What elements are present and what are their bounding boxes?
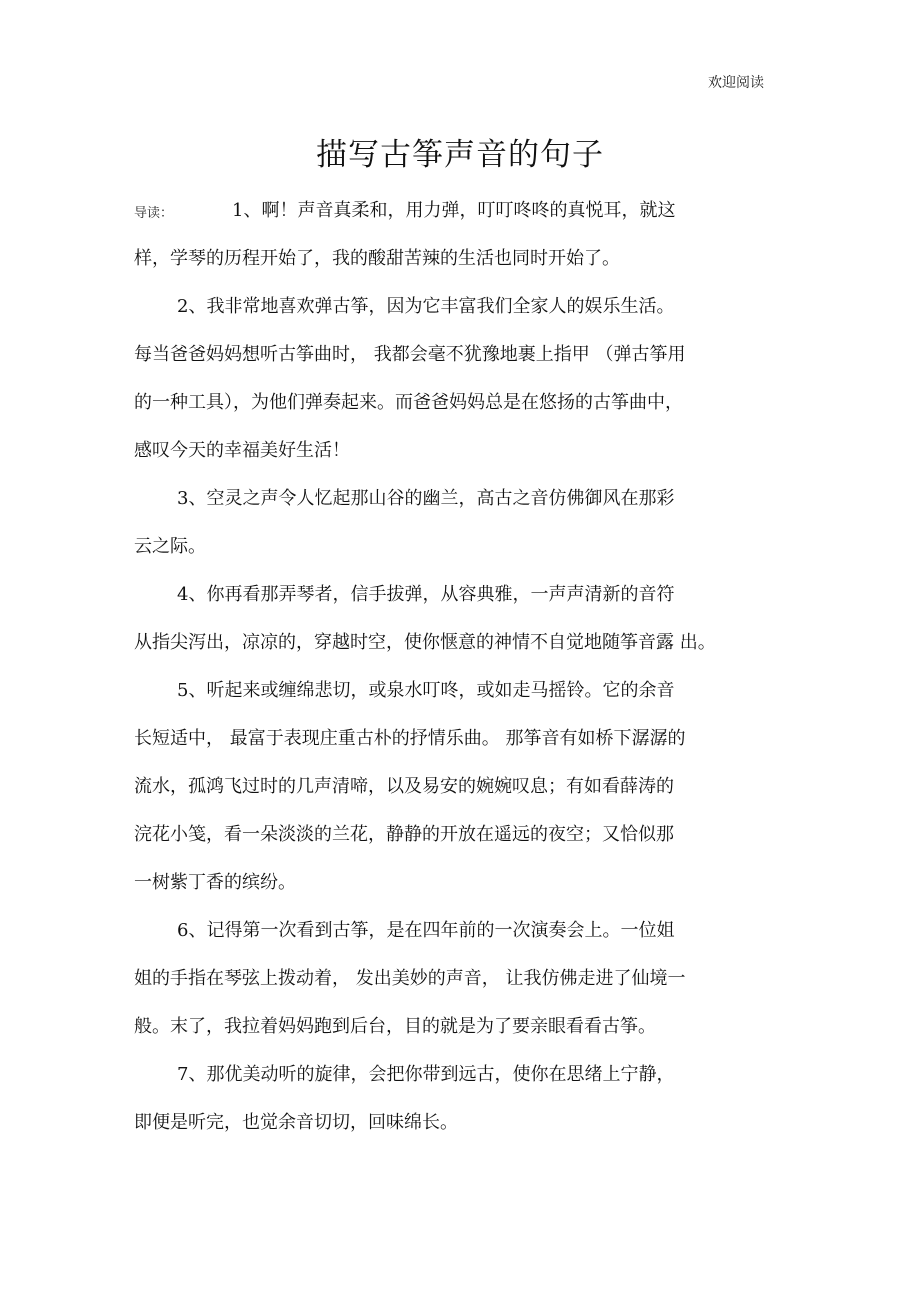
paragraph-5-line-4: 浣花小笺，看一朵淡淡的兰花，静静的开放在遥远的夜空；又恰似那 xyxy=(134,824,674,845)
paragraph-6-line-1: 6、记得第一次看到古筝，是在四年前的一次演奏会上。一位姐 xyxy=(177,920,675,941)
paragraph-1-line-1: 1、啊！声音真柔和，用力弹，叮叮咚咚的真悦耳，就这 xyxy=(232,200,676,221)
page-title: 描写古筝声音的句子 xyxy=(316,137,604,173)
paragraph-2-line-1: 2、我非常地喜欢弹古筝，因为它丰富我们全家人的娱乐生活。 xyxy=(177,296,675,317)
paragraph-6-line-3: 般。末了，我拉着妈妈跑到后台，目的就是为了要亲眼看看古筝。 xyxy=(134,1016,656,1037)
paragraph-6-line-2: 姐的手指在琴弦上拨动着， 发出美妙的声音， 让我仿佛走进了仙境一 xyxy=(134,968,686,989)
paragraph-2-line-4: 感叹今天的幸福美好生活！ xyxy=(134,440,350,461)
paragraph-3-line-1: 3、空灵之声令人忆起那山谷的幽兰，高古之音仿佛御风在那彩 xyxy=(177,488,675,509)
paragraph-5-line-1: 5、听起来或缠绵悲切，或泉水叮咚，或如走马摇铃。它的余音 xyxy=(177,680,675,701)
paragraph-2-line-3: 的一种工具），为他们弹奏起来。而爸爸妈妈总是在悠扬的古筝曲中， xyxy=(134,392,683,413)
paragraph-4-line-2: 从指尖泻出，凉凉的，穿越时空，使你惬意的神情不自觉地随筝音露 出。 xyxy=(134,632,716,653)
header-note: 欢迎阅读 xyxy=(708,75,764,91)
paragraph-2-line-2: 每当爸爸妈妈想听古筝曲时， 我都会毫不犹豫地裹上指甲 （弹古筝用 xyxy=(134,344,686,365)
paragraph-3-line-2: 云之际。 xyxy=(134,536,206,557)
intro-label: 导读： xyxy=(134,206,174,221)
paragraph-7-line-1: 7、那优美动听的旋律，会把你带到远古，使你在思绪上宁静， xyxy=(177,1064,675,1085)
paragraph-7-line-2: 即便是听完，也觉余音切切，回味绵长。 xyxy=(134,1112,458,1133)
paragraph-4-line-1: 4、你再看那弄琴者，信手拔弹，从容典雅，一声声清新的音符 xyxy=(177,584,675,605)
paragraph-5-line-5: 一树紫丁香的缤纷。 xyxy=(134,872,296,893)
paragraph-1-line-2: 样，学琴的历程开始了，我的酸甜苦辣的生活也同时开始了。 xyxy=(134,248,620,269)
paragraph-5-line-3: 流水，孤鸿飞过时的几声清啼，以及易安的婉婉叹息；有如看薛涛的 xyxy=(134,776,674,797)
paragraph-5-line-2: 长短适中， 最富于表现庄重古朴的抒情乐曲。 那筝音有如桥下潺潺的 xyxy=(134,728,686,749)
